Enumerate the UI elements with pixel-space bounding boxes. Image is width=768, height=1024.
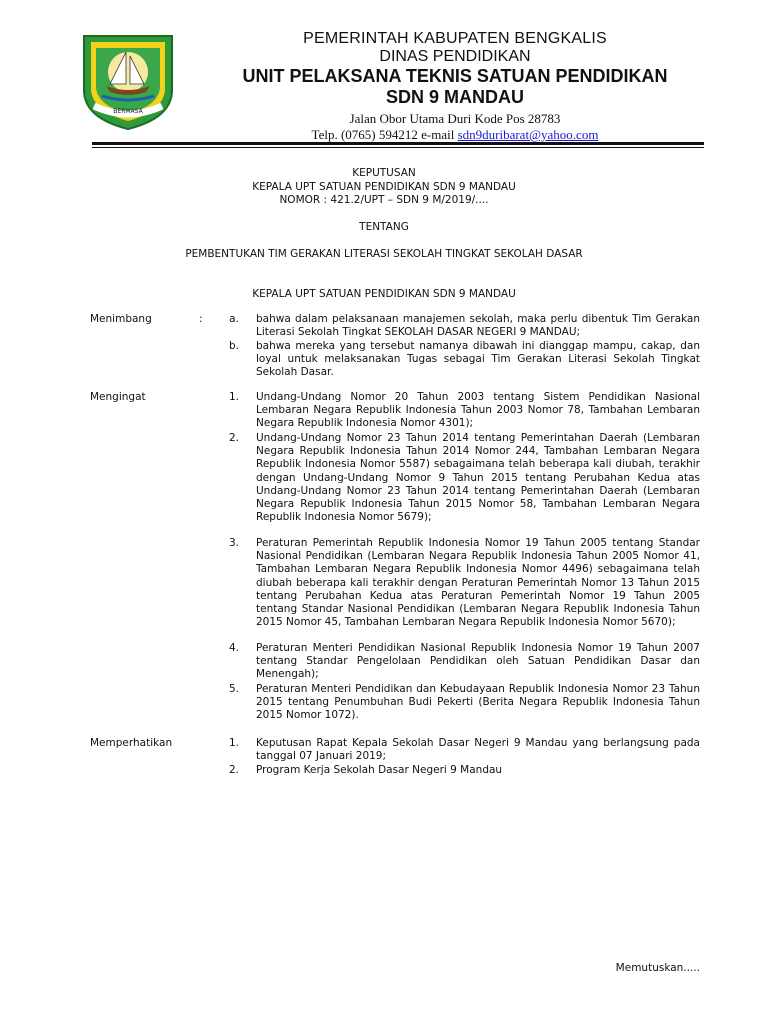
government-name: PEMERINTAH KABUPATEN BENGKALIS: [303, 30, 607, 47]
svg-text:BERMASA: BERMASA: [113, 108, 143, 115]
unit-name: UNIT PELAKSANA TEKNIS SATUAN PENDIDIKAN: [242, 66, 668, 86]
letterhead-divider: [92, 142, 704, 145]
menimbang-colon: :: [199, 313, 203, 325]
mengingat-mark-1: 1.: [228, 391, 240, 403]
letterhead: [180, 30, 730, 143]
memperhatikan-mark-1: 1.: [228, 737, 240, 749]
regency-emblem-icon: [80, 32, 176, 132]
school-name: SDN 9 MANDAU: [385, 87, 524, 107]
mengingat-item-5: Peraturan Menteri Pendidikan dan Kebudayaan Republik Indonesia Nomor 23 Tahun 2015 tentang Penumbuhan Budi Pekerti (Berita Negara Republik Indonesia Tahun 2015 Nomor 1072).: [256, 683, 700, 722]
menimbang-mark-a: a.: [229, 313, 239, 325]
menimbang-mark-b: b.: [228, 340, 239, 352]
mengingat-mark-2: 2.: [228, 432, 240, 444]
issuer: KEPALA UPT SATUAN PENDIDIKAN SDN 9 MANDAU: [252, 181, 516, 193]
memperhatikan-label: Memperhatikan: [90, 737, 173, 749]
doc-type: KEPUTUSAN: [352, 167, 416, 179]
school-address: Jalan Obor Utama Duri Kode Pos 28783: [349, 111, 561, 126]
closing-continuation: Memutuskan.....: [615, 962, 700, 974]
menimbang-item-b: bahwa mereka yang tersebut namanya dibawah ini dianggap mampu, cakap, dan loyal untuk melaksanakan Tugas sebagai Tim Gerakan Literasi Sekolah Tingkat Sekolah Dasar.: [256, 340, 700, 379]
letterhead-divider-thin: [92, 147, 704, 148]
memperhatikan-item-2: Program Kerja Sekolah Dasar Negeri 9 Mandau: [256, 764, 503, 776]
mengingat-label: Mengingat: [90, 391, 146, 403]
mengingat-item-3: Peraturan Pemerintah Republik Indonesia Nomor 19 Tahun 2005 tentang Standar Nasional Pendidikan (Lembaran Negara Republik Indonesia Tahun 2005 Nomor 41, Tambahan Lembaran Negara Republik Indonesia Nomor 4496) sebagaimana telah diubah beberapa kali terakhir dengan Peraturan Pemerintah Nomor 13 Tahun 2015 tentang Perubahan Kedua atas Peraturan Pemerintah Nomor 19 Tahun 2005 tentang Standar Nasional Pendidikan (Lembaran Negara Republik Indonesia Tahun 2015 Nomor 45, Tambahan Lembaran Negara Republik Indonesia Nomor 5670);: [256, 537, 700, 629]
decree-subject: PEMBENTUKAN TIM GERAKAN LITERASI SEKOLAH TINGKAT SEKOLAH DASAR: [185, 248, 583, 260]
menimbang-label: Menimbang: [90, 313, 152, 325]
issuer-repeat: KEPALA UPT SATUAN PENDIDIKAN SDN 9 MANDAU: [252, 288, 516, 300]
memperhatikan-item-1: Keputusan Rapat Kepala Sekolah Dasar Negeri 9 Mandau yang berlangsung pada tanggal 07 Januari 2019;: [256, 737, 700, 763]
mengingat-item-4: Peraturan Menteri Pendidikan Nasional Republik Indonesia Nomor 19 Tahun 2007 tentang Standar Pengelolaan Pendidikan oleh Satuan Pendidikan Dasar dan Menengah);: [256, 642, 700, 681]
mengingat-mark-5: 5.: [228, 683, 240, 695]
decree-number: NOMOR : 421.2/UPT – SDN 9 M/2019/....: [279, 194, 489, 206]
mengingat-mark-4: 4.: [228, 642, 240, 654]
menimbang-item-a: bahwa dalam pelaksanaan manajemen sekolah, maka perlu dibentuk Tim Gerakan Literasi Sekolah Tingkat SEKOLAH DASAR NEGERI 9 MANDAU;: [256, 313, 700, 339]
mengingat-item-1: Undang-Undang Nomor 20 Tahun 2003 tentang Sistem Pendidikan Nasional Lembaran Negara Republik Indonesia Tahun 2003 Nomor 78, Tambahan Lembaran Negara Republik Indonesia Nomor 4301);: [256, 391, 700, 430]
email-link[interactable]: sdn9duribarat@yahoo.com: [457, 127, 599, 142]
agency-name: DINAS PENDIDIKAN: [379, 48, 531, 65]
memperhatikan-mark-2: 2.: [228, 764, 240, 776]
school-contact: Telp. (0765) 594212 e-mail sdn9duribarat@yahoo.com: [311, 127, 599, 142]
mengingat-mark-3: 3.: [228, 537, 240, 549]
about-heading: TENTANG: [359, 221, 409, 233]
mengingat-item-2: Undang-Undang Nomor 23 Tahun 2014 tentang Pemerintahan Daerah (Lembaran Negara Republik Indonesia Tahun 2014 Nomor 244, Tambahan Lembaran Negara Republik Indonesia Nomor 5587) sebagaimana telah beberapa kali diubah, terakhir dengan Undang-Undang Nomor 9 Tahun 2015 tentang Perubahan Kedua atas Undang-Undang Nomor 23 Tahun 2014 tentang Pemerintahan Daerah (Lembaran Negara Republik Indonesia Tahun 2015 Nomor 58, Tambahan Lembaran Negara Republik Indonesia Nomor 5679);: [256, 432, 700, 524]
